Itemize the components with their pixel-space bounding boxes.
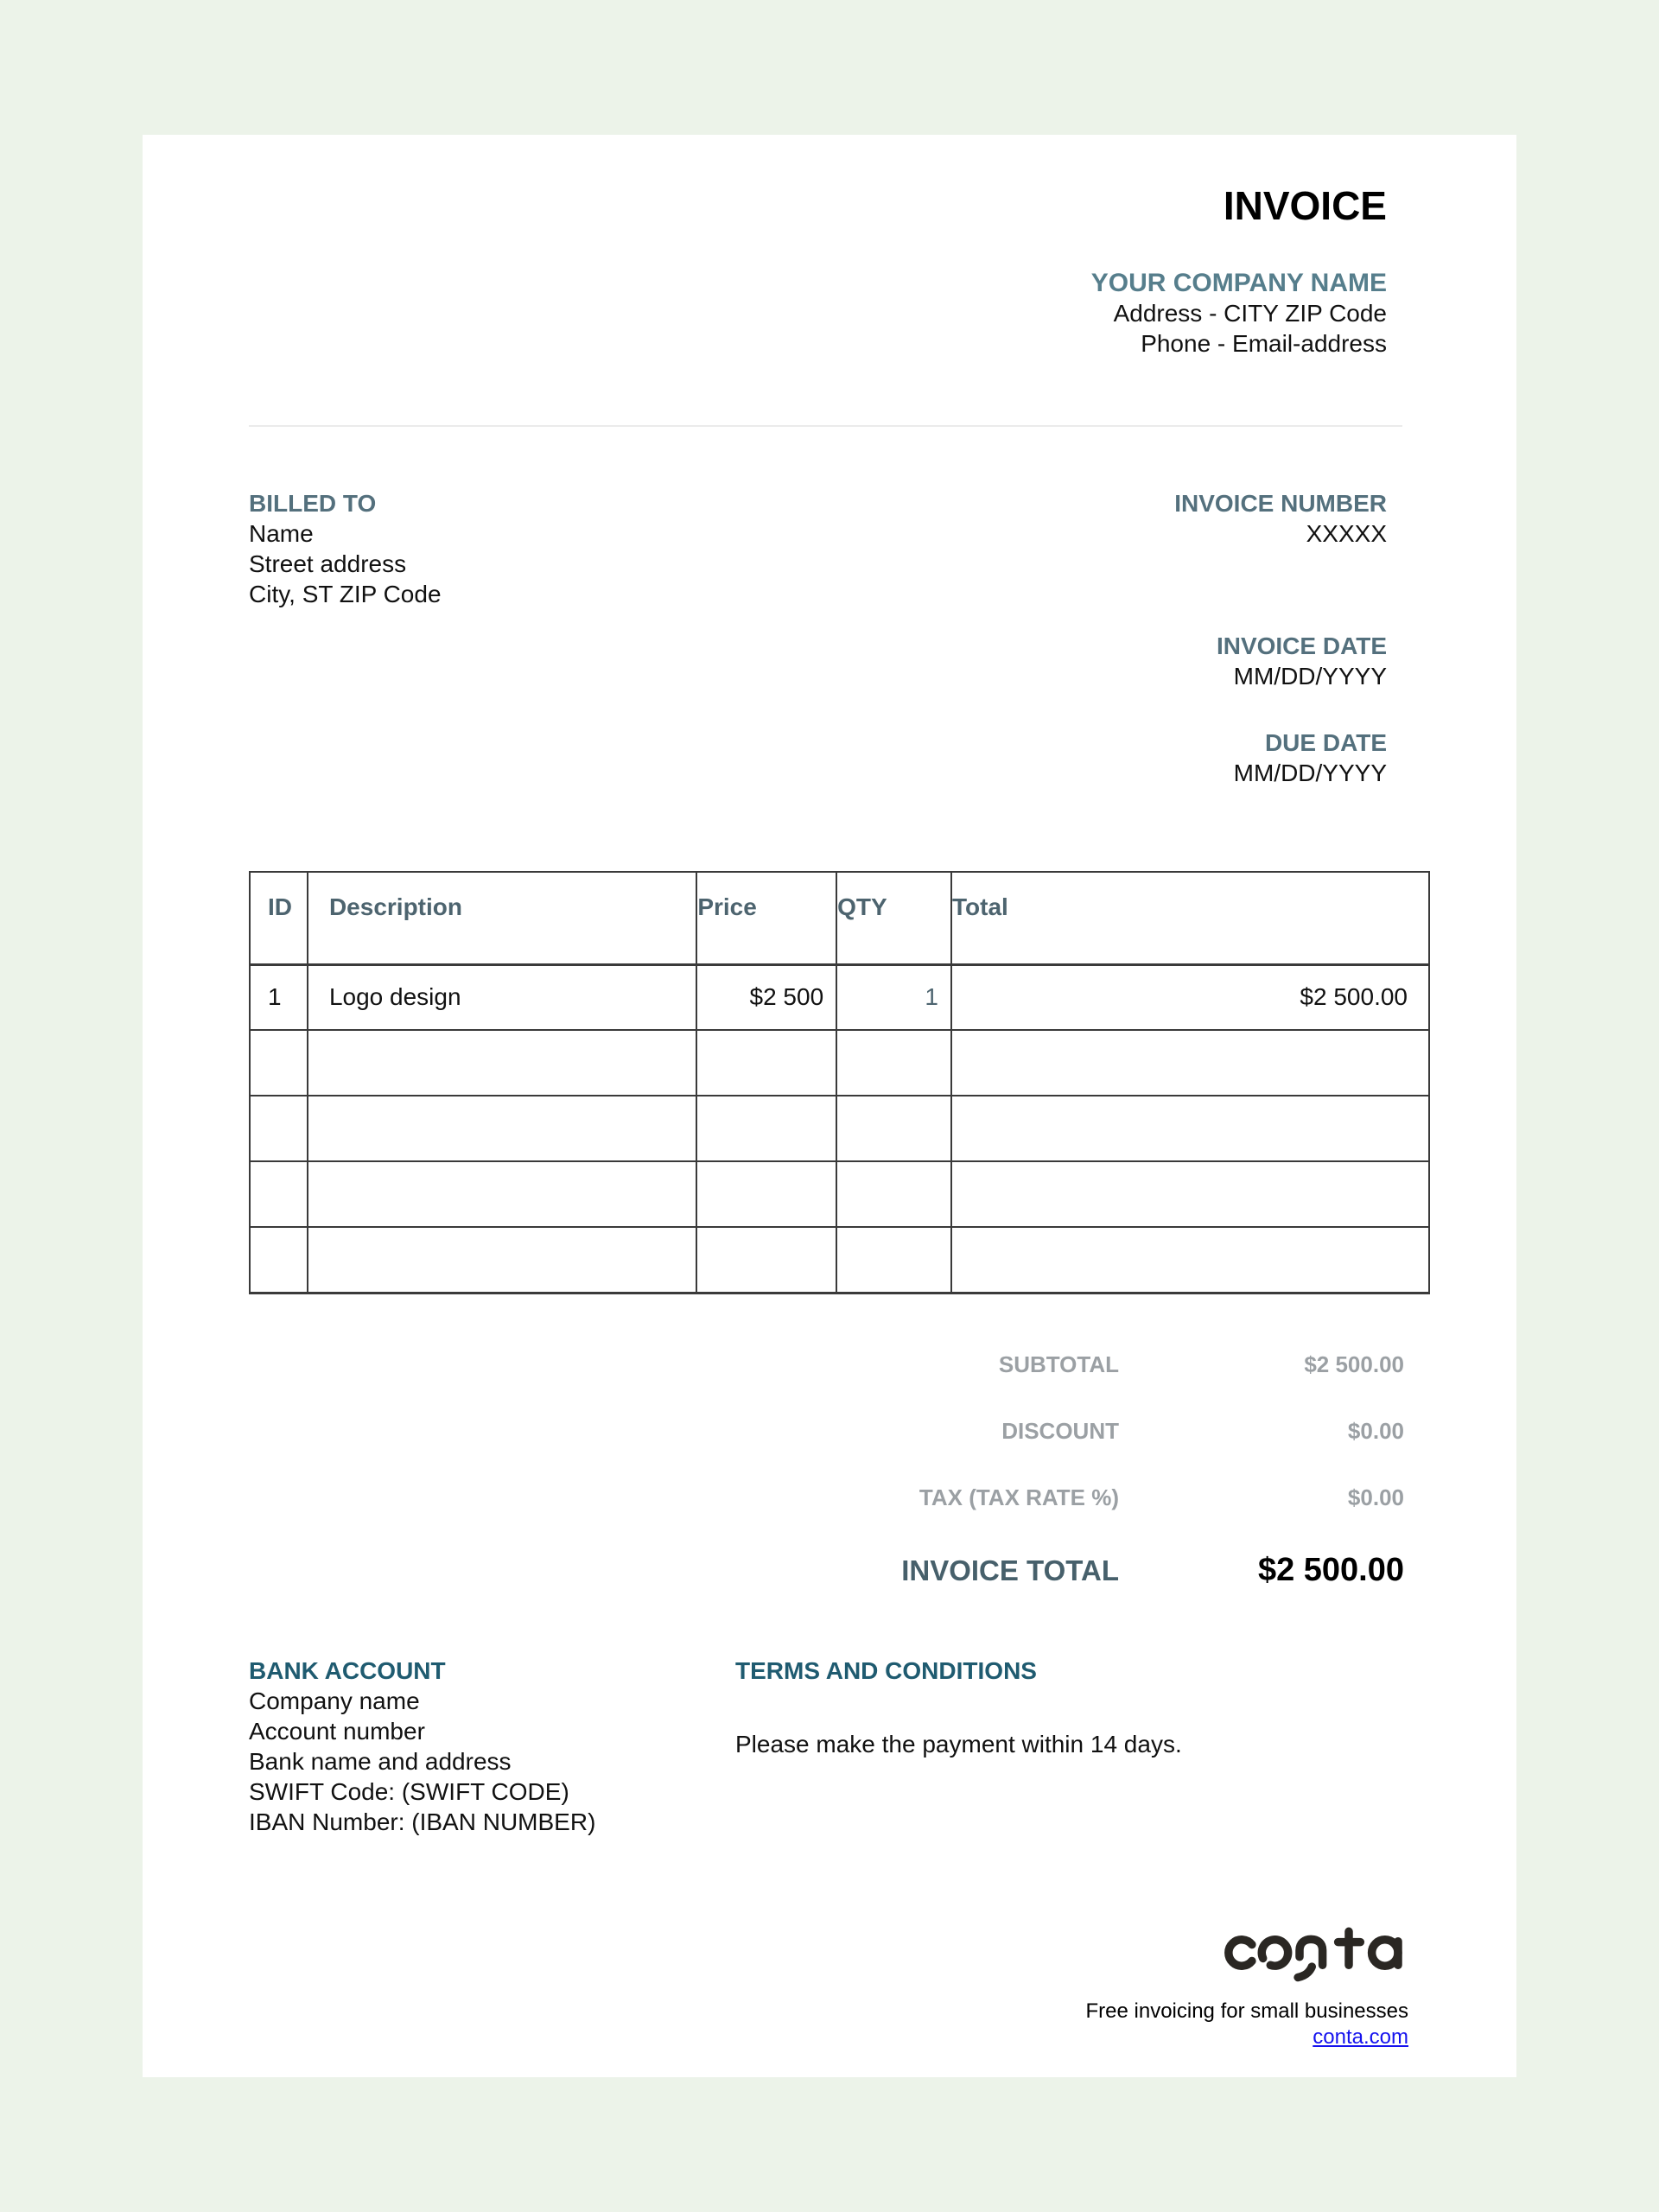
bank-terms-row bbox=[249, 1656, 1430, 1837]
footer-tagline: Free invoicing for small businesses bbox=[1085, 1999, 1408, 2023]
cell-total: $2 500.00 bbox=[951, 964, 1429, 1030]
invoice-meta-block bbox=[1174, 488, 1430, 788]
meta-row bbox=[249, 488, 1430, 788]
cell-id bbox=[250, 1227, 308, 1293]
logo-comma-swoosh bbox=[1298, 1967, 1312, 1977]
conta-logo bbox=[1224, 1920, 1408, 1986]
header-description: Description bbox=[308, 872, 696, 964]
bank-iban-number: IBAN Number: (IBAN NUMBER) bbox=[249, 1808, 596, 1835]
bank-account-number: Account number bbox=[249, 1717, 425, 1745]
subtotal-label: SUBTOTAL bbox=[998, 1351, 1119, 1377]
bank-account-heading: BANK ACCOUNT bbox=[249, 1656, 446, 1684]
conta-link[interactable]: conta.com bbox=[1313, 2024, 1408, 2049]
document-header bbox=[249, 183, 1430, 359]
cell-price bbox=[696, 1227, 836, 1293]
due-date-value: MM/DD/YYYY bbox=[1233, 760, 1387, 786]
company-contact: Phone - Email-address bbox=[1141, 330, 1387, 357]
billed-to-city: City, ST ZIP Code bbox=[249, 581, 442, 607]
table-row bbox=[250, 964, 1429, 1030]
invoice-date-value: MM/DD/YYYY bbox=[1233, 663, 1387, 690]
billed-to-block bbox=[249, 488, 442, 788]
cell-id bbox=[250, 1096, 308, 1161]
cell-id: 1 bbox=[250, 964, 308, 1030]
company-block bbox=[249, 268, 1387, 359]
company-name: YOUR COMPANY NAME bbox=[1090, 269, 1387, 297]
discount-row bbox=[249, 1418, 1430, 1444]
bank-company-name: Company name bbox=[249, 1687, 420, 1714]
items-table bbox=[249, 871, 1430, 1294]
cell-qty bbox=[836, 1030, 951, 1096]
cell-description: Logo design bbox=[308, 964, 696, 1030]
cell-description bbox=[308, 1227, 696, 1293]
subtotal-row bbox=[249, 1351, 1430, 1377]
discount-value: $0.00 bbox=[1347, 1417, 1404, 1444]
invoice-number-label: INVOICE NUMBER bbox=[1174, 490, 1387, 517]
footer bbox=[249, 1920, 1430, 2050]
cell-price bbox=[696, 1030, 836, 1096]
header-divider bbox=[249, 425, 1402, 427]
terms-heading: TERMS AND CONDITIONS bbox=[735, 1656, 1037, 1684]
discount-label: DISCOUNT bbox=[1001, 1417, 1119, 1444]
bank-swift-code: SWIFT Code: (SWIFT CODE) bbox=[249, 1777, 569, 1805]
due-date-block bbox=[1174, 728, 1387, 788]
header-total: Total bbox=[951, 872, 1429, 964]
tax-label: TAX (TAX RATE %) bbox=[918, 1484, 1119, 1510]
tax-value: $0.00 bbox=[1347, 1484, 1404, 1510]
invoice-total-row bbox=[249, 1551, 1430, 1590]
cell-price bbox=[696, 1161, 836, 1227]
cell-qty bbox=[836, 1227, 951, 1293]
cell-price: $2 500 bbox=[696, 964, 836, 1030]
tax-row bbox=[249, 1484, 1430, 1510]
subtotal-value: $2 500.00 bbox=[1304, 1351, 1404, 1377]
logo-letter-c bbox=[1229, 1939, 1252, 1965]
table-row bbox=[250, 1030, 1429, 1096]
invoice-total-value: $2 500.00 bbox=[1257, 1551, 1404, 1588]
bank-account-block bbox=[249, 1656, 735, 1837]
billed-to-name: Name bbox=[249, 520, 314, 547]
invoice-date-block bbox=[1174, 631, 1387, 691]
cell-qty bbox=[836, 1161, 951, 1227]
header-id: ID bbox=[250, 872, 308, 964]
invoice-number-value: XXXXX bbox=[1306, 520, 1387, 547]
table-row bbox=[250, 1227, 1429, 1293]
invoice-total-label: INVOICE TOTAL bbox=[901, 1554, 1119, 1586]
table-row bbox=[250, 1161, 1429, 1227]
cell-description bbox=[308, 1161, 696, 1227]
cell-description bbox=[308, 1096, 696, 1161]
due-date-label: DUE DATE bbox=[1264, 729, 1387, 756]
table-row bbox=[250, 1096, 1429, 1161]
logo-n-arch bbox=[1300, 1939, 1323, 1965]
cell-total bbox=[951, 1227, 1429, 1293]
cell-qty: 1 bbox=[836, 964, 951, 1030]
company-address: Address - CITY ZIP Code bbox=[1113, 300, 1387, 327]
cell-id bbox=[250, 1030, 308, 1096]
invoice-title: INVOICE bbox=[1223, 183, 1387, 228]
invoice-date-label: INVOICE DATE bbox=[1216, 632, 1387, 659]
invoice-number-block bbox=[1174, 488, 1387, 549]
cell-id bbox=[250, 1161, 308, 1227]
totals-section bbox=[249, 1351, 1430, 1590]
cell-description bbox=[308, 1030, 696, 1096]
billed-to-heading: BILLED TO bbox=[249, 490, 377, 517]
cell-qty bbox=[836, 1096, 951, 1161]
logo-letter-o bbox=[1262, 1939, 1287, 1965]
header-price: Price bbox=[696, 872, 836, 964]
items-table-header-row bbox=[250, 872, 1429, 964]
billed-to-street: Street address bbox=[249, 550, 407, 577]
bank-name-address: Bank name and address bbox=[249, 1747, 512, 1775]
cell-price bbox=[696, 1096, 836, 1161]
cell-total bbox=[951, 1161, 1429, 1227]
header-qty: QTY bbox=[836, 872, 951, 964]
cell-total bbox=[951, 1030, 1429, 1096]
terms-block bbox=[735, 1656, 1182, 1837]
invoice-sheet bbox=[143, 135, 1516, 2077]
cell-total bbox=[951, 1096, 1429, 1161]
terms-text: Please make the payment within 14 days. bbox=[735, 1730, 1182, 1758]
